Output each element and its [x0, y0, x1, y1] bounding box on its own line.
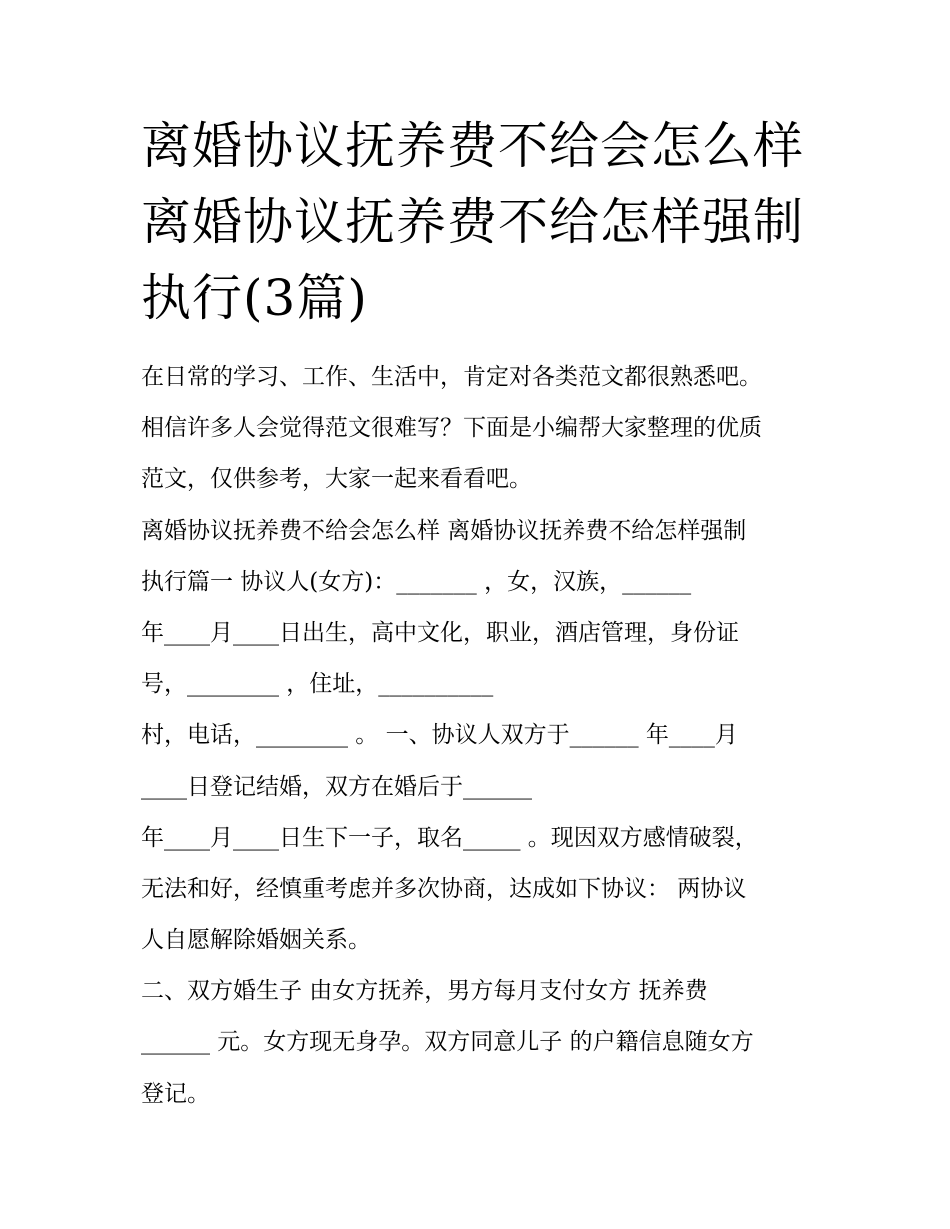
body-line: 年____月____日出生，高中文化，职业，酒店管理，身份证 [141, 619, 739, 646]
body-line: 相信许多人会觉得范文很难写？下面是小编帮大家整理的优质 [141, 415, 762, 442]
body-line: 村，电话，________ 。 一、协议人双方于______ 年____月 [141, 722, 738, 749]
body-line: 执行篇一 协议人(女方)：_______ ，女，汉族，______ [141, 568, 692, 595]
body-line: 范文，仅供参考，大家一起来看看吧。 [141, 466, 532, 493]
body-line: 离婚协议抚养费不给会怎么样 离婚协议抚养费不给怎样强制 [141, 517, 747, 544]
body-line: 号，________ ，住址，__________ [141, 671, 494, 698]
body-line: ____日登记结婚，双方在婚后于______ [141, 773, 532, 800]
title-line: 离婚协议抚养费不给怎样强制 [141, 193, 804, 251]
body-line: 人自愿解除婚姻关系。 [141, 927, 371, 954]
body-line: 无法和好，经慎重考虑并多次协商，达成如下协议： 两协议 [141, 875, 747, 902]
title-line: 离婚协议抚养费不给会怎么样 [141, 117, 804, 175]
document-body [141, 352, 831, 1120]
title-line: 执行(3篇) [141, 269, 368, 327]
body-line: 登记。 [141, 1080, 210, 1107]
body-line: 年____月____日生下一子，取名_____ 。现因双方感情破裂， [141, 824, 758, 851]
document-title [141, 108, 841, 336]
body-line: ______ 元。女方现无身孕。双方同意儿子 的户籍信息随女方 [141, 1029, 754, 1056]
body-line: 在日常的学习、工作、生活中，肯定对各类范文都很熟悉吧。 [141, 364, 762, 390]
body-line: 二、双方婚生子 由女方抚养，男方每月支付女方 抚养费 [141, 978, 708, 1005]
